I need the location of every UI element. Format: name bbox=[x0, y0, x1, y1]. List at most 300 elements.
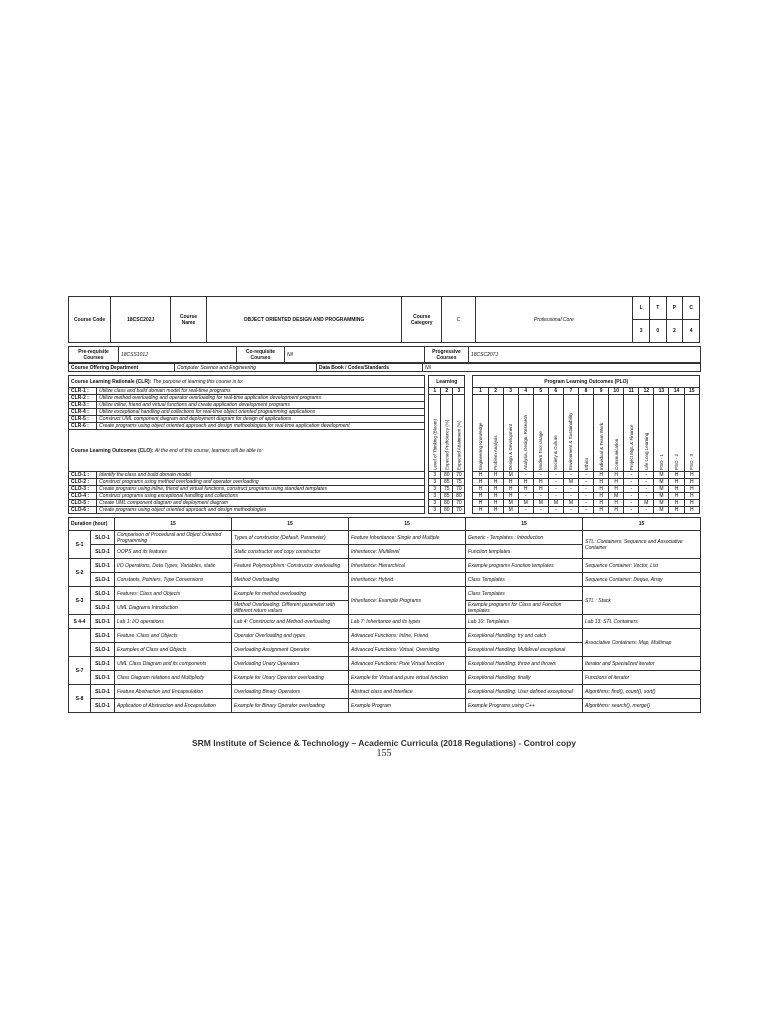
topic-cell: Inheritance: Example Programs bbox=[349, 587, 466, 615]
databook-value: Nil bbox=[423, 364, 701, 372]
topic-cell: Feature :Class and Objects bbox=[115, 629, 232, 643]
ltpc-label: P bbox=[666, 297, 683, 320]
topic-cell: Overloading Assignment Operator bbox=[232, 643, 349, 657]
plo-value: M bbox=[654, 493, 669, 500]
clr-text: Create programs using object oriented approach and design methodologies for real-time application development bbox=[97, 423, 425, 430]
plo-value: H bbox=[473, 493, 488, 500]
duration-value: 15 bbox=[115, 518, 232, 531]
progressive-value: 18CSC207J bbox=[469, 347, 701, 363]
learning-num: 2 bbox=[441, 388, 453, 395]
topic-cell: Example Program bbox=[349, 699, 466, 713]
plo-value: M bbox=[503, 507, 518, 514]
plo-value: - bbox=[624, 500, 639, 507]
schedule-rows bbox=[69, 531, 701, 713]
curriculum-sheet bbox=[68, 296, 700, 713]
plo-header: Life Long Learning bbox=[639, 395, 654, 472]
duration-value: 15 bbox=[349, 518, 466, 531]
topic-cell: Method Overloading bbox=[232, 573, 349, 587]
slo-label: SLO-1 bbox=[91, 545, 115, 559]
plo-header: Ethics bbox=[579, 395, 594, 472]
plo-header: Project Mgt. & Finance bbox=[624, 395, 639, 472]
ltpc-value: 4 bbox=[683, 320, 700, 343]
plo-num: 2 bbox=[488, 388, 503, 395]
plo-value: H bbox=[609, 472, 624, 479]
clr-code: CLR-4 : bbox=[69, 409, 97, 416]
plo-header: Individual & Team Work bbox=[594, 395, 609, 472]
plo-num: 4 bbox=[518, 388, 533, 395]
topic-cell: Method Overloading: Different parameter with different return values bbox=[232, 601, 349, 615]
topic-cell: Exceptional Handling: try and catch bbox=[466, 629, 583, 643]
topic-cell: Associative Containers: Map, Multimap bbox=[583, 629, 701, 657]
clo-heading bbox=[69, 430, 425, 472]
learning-header: Expected Proficiency (%) bbox=[441, 395, 453, 472]
plo-value: - bbox=[624, 486, 639, 493]
plo-value: H bbox=[488, 486, 503, 493]
schedule-table bbox=[68, 517, 701, 713]
plo-num: 6 bbox=[548, 388, 563, 395]
plo-header: PSO - 3 bbox=[684, 395, 699, 472]
plo-value: H bbox=[609, 479, 624, 486]
learning-header: Level of Thinking (Bloom) bbox=[429, 395, 441, 472]
plo-value: H bbox=[503, 493, 518, 500]
learning-value: 3 bbox=[429, 479, 441, 486]
topic-cell: Advanced Functions: Pure Virtual function bbox=[349, 657, 466, 671]
topic-cell: Algorithms: search(), merge() bbox=[583, 699, 701, 713]
plo-num: 13 bbox=[654, 388, 669, 395]
plo-value: H bbox=[488, 493, 503, 500]
clr-text: Utilize class and build domain model for real-time programs bbox=[97, 388, 425, 395]
topic-cell: Sequence Container: Deque, Array bbox=[583, 573, 701, 587]
schedule-row bbox=[69, 671, 701, 685]
footer-title: SRM Institute of Science & Technology – Academic Curricula (2018 Regulations) - Control copy bbox=[192, 738, 576, 748]
plo-value: - bbox=[579, 472, 594, 479]
learning-num: 3 bbox=[453, 388, 465, 395]
clo-intro: At the end of this course, learners will be able to: bbox=[154, 447, 263, 454]
slo-label: SLO-1 bbox=[91, 699, 115, 713]
clo-text: Construct programs using method overloading and operator overloading bbox=[97, 479, 425, 486]
clr-code: CLR-2 : bbox=[69, 395, 97, 402]
plo-value: H bbox=[669, 507, 684, 514]
plo-value: - bbox=[533, 472, 548, 479]
plo-value: - bbox=[548, 507, 563, 514]
topic-cell: Class Templates bbox=[466, 587, 583, 601]
plo-value: - bbox=[639, 507, 654, 514]
plo-value: H bbox=[594, 507, 609, 514]
topic-cell: Exceptional Handling: throw and throws bbox=[466, 657, 583, 671]
plo-num: 9 bbox=[594, 388, 609, 395]
plo-value: - bbox=[563, 507, 578, 514]
plo-value: M bbox=[654, 479, 669, 486]
topic-cell: STL : Stack bbox=[583, 587, 701, 615]
learning-header: Expected Attainment (%) bbox=[453, 395, 465, 472]
ltpc-label: T bbox=[649, 297, 666, 320]
outcomes-table bbox=[68, 375, 700, 514]
plo-num: 11 bbox=[624, 388, 639, 395]
learning-value: 75 bbox=[453, 479, 465, 486]
learning-value: 80 bbox=[453, 493, 465, 500]
learning-value: 80 bbox=[441, 507, 453, 514]
plo-value: - bbox=[624, 507, 639, 514]
plo-value: H bbox=[473, 486, 488, 493]
plo-value: M bbox=[654, 472, 669, 479]
clo-text: Create UML component diagram and deployment diagram bbox=[97, 500, 425, 507]
plo-value: M bbox=[503, 500, 518, 507]
plo-value: H bbox=[669, 486, 684, 493]
clo-row bbox=[69, 472, 700, 479]
plo-value: - bbox=[579, 493, 594, 500]
dept-value: Computer Science and Engineering bbox=[175, 364, 317, 372]
topic-cell: Inheritance: Multilevel bbox=[349, 545, 466, 559]
plo-value: H bbox=[533, 479, 548, 486]
plo-value: H bbox=[488, 500, 503, 507]
topic-cell: Operator Overloading and types bbox=[232, 629, 349, 643]
plo-header: Analysis, Design, Research bbox=[518, 395, 533, 472]
course-category-label: Course Category bbox=[402, 297, 442, 343]
clo-code: CLO-1 : bbox=[69, 472, 97, 479]
topic-cell: Features: Class and Objects bbox=[115, 587, 232, 601]
course-name-label: Course Name bbox=[171, 297, 207, 343]
clo-row bbox=[69, 493, 700, 500]
plo-value: H bbox=[684, 479, 699, 486]
clr-intro: The purpose of learning this course is to: bbox=[152, 378, 244, 385]
plo-value: H bbox=[594, 479, 609, 486]
plo-value: M bbox=[563, 500, 578, 507]
plo-value: H bbox=[594, 472, 609, 479]
schedule-row bbox=[69, 615, 701, 629]
prereq-value: 18CSS101J bbox=[119, 347, 237, 363]
learning-label: Learning bbox=[429, 376, 465, 388]
plo-num: 1 bbox=[473, 388, 488, 395]
topic-cell: Advanced Functions: Virtual, Overriding bbox=[349, 643, 466, 657]
learning-value: 80 bbox=[441, 472, 453, 479]
clr-code: CLR-3 : bbox=[69, 402, 97, 409]
plo-value: - bbox=[518, 493, 533, 500]
topic-cell: Example Programs using C++ bbox=[466, 699, 583, 713]
learning-value: 3 bbox=[429, 500, 441, 507]
topic-cell: Lab 1: I/O operations bbox=[115, 615, 232, 629]
plo-value: H bbox=[669, 472, 684, 479]
plo-value: H bbox=[684, 472, 699, 479]
prereq-label: Pre-requisite Courses bbox=[69, 347, 119, 363]
plo-value: H bbox=[503, 486, 518, 493]
schedule-row bbox=[69, 531, 701, 545]
learning-value: 70 bbox=[453, 507, 465, 514]
topic-cell: Feature Inheritance: Single and Multiple bbox=[349, 531, 466, 545]
plo-value: M bbox=[654, 507, 669, 514]
plo-value: H bbox=[669, 479, 684, 486]
plo-value: H bbox=[609, 486, 624, 493]
learning-value: 70 bbox=[453, 486, 465, 493]
ltpc-value: 3 bbox=[633, 320, 650, 343]
learning-value: 70 bbox=[453, 472, 465, 479]
learning-value: 85 bbox=[441, 493, 453, 500]
topic-cell: Inheritance: Hybrid bbox=[349, 573, 466, 587]
plo-value: H bbox=[594, 486, 609, 493]
slo-label: SLO-1 bbox=[91, 671, 115, 685]
topic-cell: Exceptional Handling: finally bbox=[466, 671, 583, 685]
plo-value: H bbox=[684, 507, 699, 514]
session-label: S-3 bbox=[69, 587, 91, 615]
plo-header: Society & Culture bbox=[548, 395, 563, 472]
topic-cell: UML Class Diagram and its components bbox=[115, 657, 232, 671]
prerequisite-table bbox=[68, 346, 701, 363]
plo-value: H bbox=[669, 493, 684, 500]
plo-value: - bbox=[624, 472, 639, 479]
slo-label: SLO-1 bbox=[91, 685, 115, 699]
plo-num: 12 bbox=[639, 388, 654, 395]
learning-value: 80 bbox=[441, 500, 453, 507]
plo-num: 7 bbox=[563, 388, 578, 395]
plo-value: - bbox=[639, 479, 654, 486]
clr-code: CLR-6 : bbox=[69, 423, 97, 430]
topic-cell: Exceptional Handling: Multilevel exceptional bbox=[466, 643, 583, 657]
plo-num: 8 bbox=[579, 388, 594, 395]
duration-label: Duration (hour) bbox=[69, 518, 115, 531]
topic-cell: Comparison of Procedural and Object Oriented Programming bbox=[115, 531, 232, 545]
schedule-row bbox=[69, 699, 701, 713]
learning-value: 85 bbox=[441, 479, 453, 486]
plo-value: - bbox=[579, 500, 594, 507]
topic-cell: Lab 13: STL Containers bbox=[583, 615, 701, 629]
clr-text: Utilize exceptional handling and collections for real-time object oriented programming applications bbox=[97, 409, 425, 416]
plo-value: - bbox=[563, 472, 578, 479]
course-category: C bbox=[442, 297, 475, 343]
plo-value: - bbox=[579, 479, 594, 486]
topic-cell: Generic - Templates : Introduction bbox=[466, 531, 583, 545]
topic-cell: Lab 4: Constructor and Method overloading bbox=[232, 615, 349, 629]
topic-cell: Example for Virtual and pure virtual function bbox=[349, 671, 466, 685]
clr-code: CLR-1 : bbox=[69, 388, 97, 395]
plo-value: - bbox=[548, 486, 563, 493]
topic-cell: Algorithms: find(), count(), sort() bbox=[583, 685, 701, 699]
plo-header: Environment & Sustainability bbox=[563, 395, 578, 472]
category-name: Professional Core bbox=[475, 297, 633, 343]
schedule-row bbox=[69, 573, 701, 587]
plo-header: Engineering Knowledge bbox=[473, 395, 488, 472]
clo-row bbox=[69, 507, 700, 514]
department-table bbox=[68, 363, 701, 372]
page-number: 155 bbox=[376, 748, 392, 759]
slo-label: SLO-1 bbox=[91, 657, 115, 671]
topic-cell: Example for Unary Operator overloading bbox=[232, 671, 349, 685]
clr-text: Utilize inline, friend and virtual functions and create application development programs bbox=[97, 402, 425, 409]
plo-value: H bbox=[518, 479, 533, 486]
schedule-row bbox=[69, 629, 701, 643]
topic-cell: UML Diagrams Introduction bbox=[115, 601, 232, 615]
topic-cell: Example programs for Class and Function templates bbox=[466, 601, 583, 615]
plo-value: - bbox=[518, 507, 533, 514]
plo-value: H bbox=[609, 500, 624, 507]
clr-heading bbox=[69, 376, 425, 388]
topic-cell: Overloading Binary Operators bbox=[232, 685, 349, 699]
clo-code: CLO-2 : bbox=[69, 479, 97, 486]
plo-value: H bbox=[684, 493, 699, 500]
plo-value: M bbox=[563, 479, 578, 486]
plo-value: H bbox=[473, 479, 488, 486]
progressive-label: Progressive Courses bbox=[425, 347, 469, 363]
learning-value: 3 bbox=[429, 493, 441, 500]
plo-value: H bbox=[684, 486, 699, 493]
plo-value: - bbox=[533, 507, 548, 514]
plo-value: H bbox=[669, 500, 684, 507]
slo-label: SLO-1 bbox=[91, 573, 115, 587]
course-code-label: Course Code bbox=[69, 297, 111, 343]
plo-value: H bbox=[473, 500, 488, 507]
databook-label: Data Book / Codes/Standards bbox=[317, 364, 423, 372]
clo-text: Create programs using object oriented approach and design methodologies bbox=[97, 507, 425, 514]
clo-row bbox=[69, 479, 700, 486]
topic-cell: Overloading Unary Operators bbox=[232, 657, 349, 671]
clo-text: Identify the class and build domain model bbox=[97, 472, 425, 479]
topic-cell: Class Templates bbox=[466, 573, 583, 587]
topic-cell: Function templates bbox=[466, 545, 583, 559]
plo-value: - bbox=[563, 493, 578, 500]
plo-value: - bbox=[518, 472, 533, 479]
session-label: S-8 bbox=[69, 685, 91, 713]
plo-value: M bbox=[533, 500, 548, 507]
course-header-table bbox=[68, 296, 700, 343]
clo-code: CLO-3 : bbox=[69, 486, 97, 493]
topic-cell: Feature Abstraction and Encapsulation bbox=[115, 685, 232, 699]
slo-label: SLO-1 bbox=[91, 559, 115, 573]
plo-value: - bbox=[563, 486, 578, 493]
slo-label: SLO-1 bbox=[91, 531, 115, 545]
plo-num: 5 bbox=[533, 388, 548, 395]
topic-cell: Advanced Functions: Inline, Friend bbox=[349, 629, 466, 643]
topic-cell: Application of Abstraction and Encapsulation bbox=[115, 699, 232, 713]
plo-value: H bbox=[488, 472, 503, 479]
plo-header: Communication bbox=[609, 395, 624, 472]
plo-value: H bbox=[684, 500, 699, 507]
plo-value: - bbox=[533, 493, 548, 500]
learning-value: 3 bbox=[429, 472, 441, 479]
learning-num: 1 bbox=[429, 388, 441, 395]
session-label: S 4-4 bbox=[69, 615, 91, 629]
clr-code: CLR-5 : bbox=[69, 416, 97, 423]
session-label bbox=[69, 629, 91, 657]
topic-cell: STL: Containers: Sequence and Associative Container bbox=[583, 531, 701, 559]
learning-value: 75 bbox=[441, 486, 453, 493]
clr-title: Course Learning Rationale (CLR): bbox=[71, 378, 152, 385]
plo-value: H bbox=[473, 472, 488, 479]
plo-value: - bbox=[548, 479, 563, 486]
topic-cell: Feature Polymorphism: Constructor overloading bbox=[232, 559, 349, 573]
ltpc-value: 2 bbox=[666, 320, 683, 343]
plo-num: 3 bbox=[503, 388, 518, 395]
plo-value: - bbox=[624, 479, 639, 486]
plo-header: PSO - 1 bbox=[654, 395, 669, 472]
plo-value: H bbox=[473, 507, 488, 514]
plo-value: H bbox=[518, 486, 533, 493]
coreq-value: Nil bbox=[285, 347, 425, 363]
course-name: OBJECT ORIENTED DESIGN AND PROGRAMMING bbox=[206, 297, 402, 343]
clo-code: CLO-5 : bbox=[69, 500, 97, 507]
topic-cell: Example programs Function templates bbox=[466, 559, 583, 573]
plo-value: M bbox=[654, 500, 669, 507]
course-code: 18CSC202J bbox=[111, 297, 171, 343]
clr-text: Utilize method overloading and operator overloading for real-time application development programs bbox=[97, 395, 425, 402]
topic-cell: Inheritance: Hierarchical bbox=[349, 559, 466, 573]
topic-cell: Example for Binary Operator overloading bbox=[232, 699, 349, 713]
topic-cell: OOPS and its features bbox=[115, 545, 232, 559]
topic-cell: Lab 10: Templates bbox=[466, 615, 583, 629]
coreq-label: Co-requisite Courses bbox=[237, 347, 285, 363]
schedule-row bbox=[69, 587, 701, 601]
plo-value: - bbox=[639, 472, 654, 479]
topic-cell: Exceptional Handling: User defined exceptional bbox=[466, 685, 583, 699]
dept-label: Course Offering Department bbox=[69, 364, 175, 372]
learning-value: 3 bbox=[429, 486, 441, 493]
session-label: S-2 bbox=[69, 559, 91, 587]
plo-value: M bbox=[503, 472, 518, 479]
plo-value: H bbox=[533, 486, 548, 493]
learning-value: 3 bbox=[429, 507, 441, 514]
clr-text: Construct UML component diagram and deployment diagram for design of applications bbox=[97, 416, 425, 423]
slo-label: SLO-1 bbox=[91, 615, 115, 629]
duration-value: 15 bbox=[583, 518, 701, 531]
topic-cell: Example for method overloading bbox=[232, 587, 349, 601]
plo-num: 10 bbox=[609, 388, 624, 395]
topic-cell: Examples of Class and Objects bbox=[115, 643, 232, 657]
plo-value: H bbox=[503, 479, 518, 486]
plo-value: - bbox=[624, 493, 639, 500]
topic-cell: I/O Operations, Data Types, Variables, static bbox=[115, 559, 232, 573]
plo-value: H bbox=[594, 493, 609, 500]
plo-value: - bbox=[548, 472, 563, 479]
learning-value: 70 bbox=[453, 500, 465, 507]
plo-value: - bbox=[579, 486, 594, 493]
topic-cell: Static constructor and copy constructor bbox=[232, 545, 349, 559]
plo-value: M bbox=[654, 486, 669, 493]
slo-label: SLO-1 bbox=[91, 643, 115, 657]
plo-value: - bbox=[579, 507, 594, 514]
ltpc-value: 0 bbox=[649, 320, 666, 343]
plo-value: H bbox=[488, 507, 503, 514]
slo-label: SLO-1 bbox=[91, 629, 115, 643]
plo-num: 14 bbox=[669, 388, 684, 395]
topic-cell: Functions of iterator bbox=[583, 671, 701, 685]
clo-row bbox=[69, 486, 700, 493]
plo-label: Program Learning Outcomes (PLO) bbox=[473, 376, 700, 388]
duration-value: 15 bbox=[466, 518, 583, 531]
topic-cell: Sequence Container: Vector, List bbox=[583, 559, 701, 573]
plo-value: M bbox=[548, 500, 563, 507]
plo-header: PSO - 2 bbox=[669, 395, 684, 472]
ltpc-label: C bbox=[683, 297, 700, 320]
clo-code: CLO-6 : bbox=[69, 507, 97, 514]
topic-cell: Class Diagram relations and Multiplicity bbox=[115, 671, 232, 685]
duration-value: 15 bbox=[232, 518, 349, 531]
plo-header: Design & Development bbox=[503, 395, 518, 472]
clo-row bbox=[69, 500, 700, 507]
session-label: S-7 bbox=[69, 657, 91, 685]
session-label: S-1 bbox=[69, 531, 91, 559]
topic-cell: Lab 7: Inheritance and its types bbox=[349, 615, 466, 629]
topic-cell: Types of constructor (Default, Parameter) bbox=[232, 531, 349, 545]
plo-value: M bbox=[609, 493, 624, 500]
topic-cell: Constants, Pointers, Type Conversions bbox=[115, 573, 232, 587]
topic-cell: Abstract class and Interface bbox=[349, 685, 466, 699]
slo-label: SLO-1 bbox=[91, 601, 115, 615]
clo-code: CLO-4 : bbox=[69, 493, 97, 500]
schedule-row bbox=[69, 559, 701, 573]
plo-header: Modern Tool Usage bbox=[533, 395, 548, 472]
schedule-row bbox=[69, 657, 701, 671]
schedule-row bbox=[69, 685, 701, 699]
clo-title: Course Learning Outcomes (CLO): bbox=[71, 447, 154, 454]
plo-value: M bbox=[639, 500, 654, 507]
plo-num: 15 bbox=[684, 388, 699, 395]
